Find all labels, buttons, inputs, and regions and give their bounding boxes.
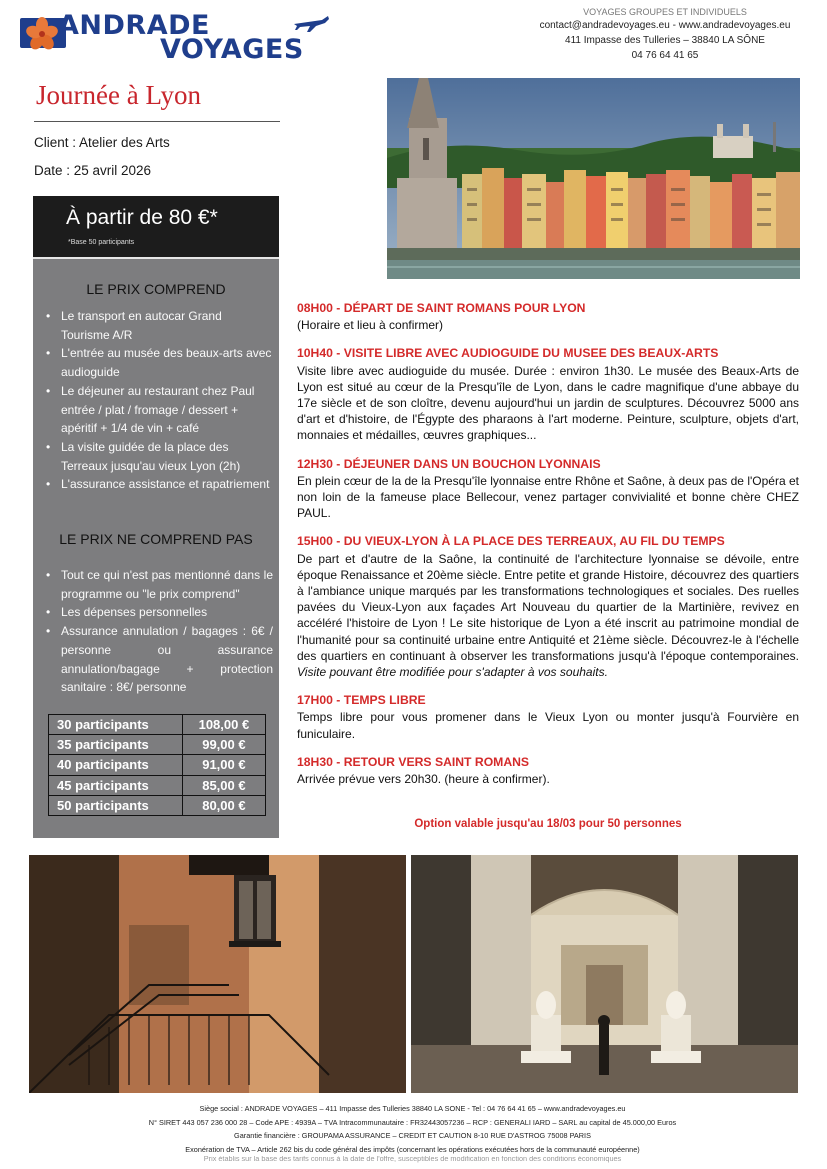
contact-tagline: VOYAGES GROUPES ET INDIVIDUELS [583, 8, 747, 17]
step-text: (Horaire et lieu à confirmer) [297, 318, 444, 333]
footer-legal [60, 1102, 765, 1164]
step-heading: 10H40 - VISITE LIBRE AVEC AUDIOGUIDE DU MUSEE DES BEAUX-ARTS [297, 346, 719, 361]
itinerary-step [297, 533, 799, 680]
list-item: • La visite guidée de la place des Terreaux jusqu'au vieux Lyon (2h) [43, 438, 273, 475]
list-item: • Les dépenses personnelles [43, 603, 273, 622]
step-text: En plein cœur de la de la Presqu'île lyonnaise entre Rhône et Saône, à deux pas de l'Opéra et non loin de la fameuse place Bellecour, venez partager convivialité et bonne chère CHEZ PAUL. [297, 473, 799, 521]
table-row [49, 715, 266, 735]
table-row [49, 775, 266, 795]
contact-phone: 04 76 64 41 65 [631, 50, 699, 61]
includes-title: LE PRIX COMPREND [86, 281, 226, 297]
price-cell: 99,00 € [182, 735, 265, 755]
list-item: • Tout ce qui n'est pas mentionné dans le programme ou "le prix comprend" [43, 566, 273, 603]
contact-email[interactable]: contact@andradevoyages.eu - www.andradevoyages.eu [539, 20, 791, 31]
page-title: Journée à Lyon [36, 80, 201, 110]
price-table [48, 714, 266, 816]
list-item: • Le déjeuner au restaurant chez Paul entrée / plat / fromage / dessert + apéritif + 1/4 de vin + café [43, 382, 273, 438]
step-text [297, 551, 799, 681]
step-text-italic: Visite pouvant être modifiée pour s'adapter à vos souhaits. [297, 665, 608, 680]
table-row [49, 795, 266, 815]
list-item: • Le transport en autocar Grand Tourisme A/R [43, 307, 273, 344]
participants-cell: 50 participants [49, 795, 183, 815]
footer-line: N° SIRET 443 057 236 000 28 – Code APE : 4939A – TVA Intracommunautaire : FR32443057236 – RCP : GENERALI IARD – SARL au capital de 45.000,00 Euros [148, 1117, 677, 1127]
contact-address: 411 Impasse des Tulleries – 38840 LA SÔNE [565, 35, 765, 46]
price-cell: 108,00 € [182, 715, 265, 735]
itinerary-step [297, 692, 799, 742]
step-heading: 15H00 - DU VIEUX-LYON À LA PLACE DES TERREAUX, AU FIL DU TEMPS [297, 534, 725, 549]
step-text: Temps libre pour vous promener dans le Vieux Lyon ou monter jusqu'à Fourvière en funiculaire. [297, 710, 799, 741]
participants-cell: 30 participants [49, 715, 183, 735]
step-text: Visite libre avec audioguide du musée. Durée : environ 1h30. Le musée des Beaux-Arts de Lyon est situé au cœur de la Presqu'île de Lyon, dans le cadre magnifique d'une abbaye du 17e siècle et de son cloître, devenu aujourd'hui un jardin de sculptures. Découvrez 5000 ans d'art et d'histoire, de l'Égypte des pharaons à l'art moderne. Peinture, sculpture, objets d'art, monnaies et médailles, œuvres graphiques... [297, 363, 799, 443]
starting-price: À partir de 80 €* [66, 206, 218, 229]
option-validity-note: Option valable jusqu'au 18/03 pour 50 personnes [414, 818, 682, 830]
participants-cell: 40 participants [49, 755, 183, 775]
step-heading: 12H30 - DÉJEUNER DANS UN BOUCHON LYONNAIS [297, 456, 601, 471]
itinerary [297, 300, 799, 799]
excludes-title: LE PRIX NE COMPREND PAS [59, 531, 253, 547]
itinerary-step [297, 456, 799, 522]
panel-divider [33, 257, 279, 259]
step-heading: 17H00 - TEMPS LIBRE [297, 693, 426, 708]
step-heading: 08H00 - DÉPART DE SAINT ROMANS POUR LYON [297, 301, 586, 315]
title-divider [34, 121, 280, 122]
list-item: • L'assurance assistance et rapatriement [43, 475, 273, 494]
logo-text-andrade: ANDRADE [58, 10, 210, 41]
price-cell: 80,00 € [182, 795, 265, 815]
excludes-list [43, 566, 273, 697]
price-base-note: *Base 50 participants [68, 239, 135, 246]
step-heading: 18H30 - RETOUR VERS SAINT ROMANS [297, 754, 530, 769]
includes-list [43, 307, 273, 494]
list-item: • L'entrée au musée des beaux-arts avec audioguide [43, 344, 273, 381]
footer-line: Siège social : ANDRADE VOYAGES – 411 Impasse des Tulleries 38840 LA SONE - Tel : 04 76 64 41 65 – www.andradevoyages.eu [199, 1104, 626, 1113]
footer-line: Exonération de TVA – Article 262 bis du code général des impôts (concernant les opérations exécutées hors de la communauté européenne) [185, 1144, 640, 1154]
date-line: Date : 25 avril 2026 [34, 163, 152, 178]
itinerary-step [297, 300, 799, 333]
footer-line-cut: Prix établis sur la base des tarifs connus à la date de l'offre, susceptibles de modification en fonction des conditions économiques [203, 1156, 622, 1163]
footer-line: Garantie financière : GROUPAMA ASSURANCE – CREDIT ET CAUTION 8-10 RUE D'ASTROG 75008 PARIS [234, 1131, 591, 1140]
itinerary-step [297, 754, 799, 787]
lyon-riverside-photo [387, 78, 800, 279]
list-item: • Assurance annulation / bagages : 6€ / personne ou assurance annulation/bagage + protection sanitaire : 8€/ personne [43, 622, 273, 697]
museum-sculpture-hall-photo [411, 855, 798, 1093]
itinerary-step [297, 345, 799, 443]
airplane-icon [292, 12, 330, 34]
logo-text-voyages: VOYAGES [160, 34, 304, 65]
participants-cell: 35 participants [49, 735, 183, 755]
price-cell: 85,00 € [182, 775, 265, 795]
participants-cell: 45 participants [49, 775, 183, 795]
client-line: Client : Atelier des Arts [34, 135, 170, 150]
table-row [49, 755, 266, 775]
contact-block [525, 8, 805, 63]
step-text: Arrivée prévue vers 20h30. (heure à confirmer). [297, 772, 550, 787]
step-text-body: De part et d'autre de la Saône, la continuité de l'architecture lyonnaise se dévoile, entre époque Renaissance et 20ème siècle. Entre petite et grande Histoire, découvrez des quartiers à l'ambiance unique marqués par les transformations technologiques et sociales. Des ruelles pavées du Vieux-Lyon aux façades Art Nouveau du quartier de la Martinière, revivez en accéléré l'histoire de Lyon ! Le site historique de Lyon a été inscrit au patrimoine mondial de l'humanité pour sa continuité urbaine entre Antiquité et 21ème siècle. Découvrez-le à l'échelle des quartiers en continuant à observer les transformations jusqu'à l'époque contemporaines. [297, 551, 799, 663]
traboule-courtyard-photo [29, 855, 406, 1093]
table-row [49, 735, 266, 755]
price-cell: 91,00 € [182, 755, 265, 775]
